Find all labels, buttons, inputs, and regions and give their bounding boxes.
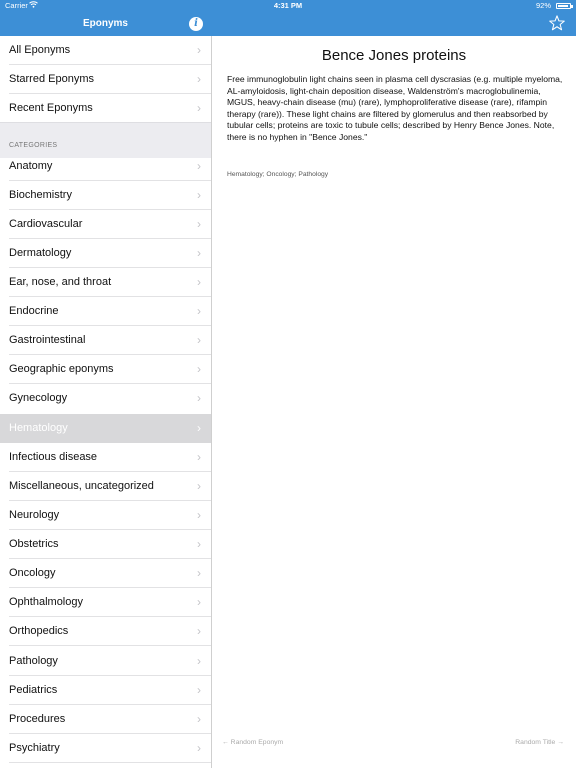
sidebar-item-neurology[interactable] — [0, 501, 211, 530]
chevron-right-icon: › — [197, 654, 201, 668]
sidebar-item-miscellaneous[interactable] — [0, 472, 211, 501]
sidebar-item-cardiovascular[interactable] — [0, 210, 211, 239]
chevron-right-icon: › — [197, 362, 201, 376]
sidebar-item-label: Geographic eponyms — [9, 363, 114, 375]
sidebar-item-label: Infectious disease — [9, 451, 98, 463]
sidebar-item-label: Gastrointestinal — [9, 334, 86, 346]
status-time: 4:31 PM — [273, 1, 303, 10]
eponym-title: Bence Jones proteins — [321, 47, 467, 64]
chevron-right-icon: › — [197, 450, 201, 464]
sidebar-item-label: Starred Eponyms — [9, 73, 94, 85]
sidebar-item-geographic-eponyms[interactable] — [0, 355, 211, 384]
sidebar-item-procedures[interactable] — [0, 705, 211, 734]
chevron-right-icon: › — [197, 159, 201, 173]
chevron-right-icon: › — [197, 537, 201, 551]
info-icon[interactable]: i — [189, 17, 203, 31]
sidebar-item-label: Ophthalmology — [9, 596, 83, 608]
sidebar-item-label: Obstetrics — [9, 538, 59, 550]
sidebar-item-pediatrics[interactable] — [0, 676, 211, 705]
sidebar-item-label: Neurology — [9, 509, 60, 521]
chevron-right-icon: › — [197, 275, 201, 289]
sidebar-item-label: Gynecology — [9, 392, 68, 404]
star-icon[interactable] — [548, 14, 566, 32]
chevron-right-icon: › — [197, 391, 201, 405]
chevron-right-icon: › — [197, 217, 201, 231]
chevron-right-icon: › — [197, 683, 201, 697]
sidebar-item-hematology[interactable] — [0, 414, 211, 443]
chevron-right-icon: › — [197, 246, 201, 260]
chevron-right-icon: › — [197, 624, 201, 638]
battery-percent: 92% — [535, 1, 551, 10]
sidebar-item-starred-eponyms[interactable] — [0, 65, 211, 94]
sidebar-item-label: Hematology — [9, 422, 68, 434]
chevron-right-icon: › — [197, 595, 201, 609]
sidebar-item-gastrointestinal[interactable] — [0, 326, 211, 355]
sidebar-item-label: Psychiatry — [9, 742, 60, 754]
chevron-right-icon: › — [197, 479, 201, 493]
sidebar-item-label: Recent Eponyms — [9, 102, 93, 114]
sidebar-item-recent-eponyms[interactable] — [0, 94, 211, 123]
sidebar-item-label: Oncology — [9, 567, 56, 579]
sidebar-item-dermatology[interactable] — [0, 239, 211, 268]
sidebar-item-gynecology[interactable] — [0, 384, 211, 413]
top-bar — [0, 0, 576, 36]
sidebar-item-label: All Eponyms — [9, 44, 71, 56]
chevron-right-icon: › — [197, 43, 201, 57]
sidebar-item-pathology[interactable] — [0, 647, 211, 676]
chevron-right-icon: › — [197, 508, 201, 522]
sidebar-item-label: Cardiovascular — [9, 218, 83, 230]
status-bar — [0, 0, 576, 12]
sidebar-item-ear-nose-throat[interactable] — [0, 268, 211, 297]
chevron-right-icon: › — [197, 421, 201, 435]
sidebar-item-label: Biochemistry — [9, 189, 72, 201]
sidebar-item-oncology[interactable] — [0, 559, 211, 588]
sidebar-item-endocrine[interactable] — [0, 297, 211, 326]
carrier-label: Carrier — [5, 1, 28, 10]
categories-header: CATEGORIES — [9, 142, 58, 149]
chevron-right-icon: › — [197, 333, 201, 347]
sidebar-item-label: Pediatrics — [9, 684, 58, 696]
sidebar — [0, 36, 211, 768]
random-eponym-button[interactable]: ← Random Eponym — [222, 739, 284, 746]
chevron-right-icon: › — [197, 72, 201, 86]
eponym-description: Free immunoglobulin light chains seen in plasma cell dyscrasias (e.g. multiple myeloma, AL-amyloidosis, light-chain deposition disease, Waldenström's macroglobulinemia, MGUS, heavy-chain disease (mu) (rare), lymphoproliferative disease (rare), rifampin therapy (rare)). These light chains are filtered by glomerulus and then reabsorbed by tubular cells; proteins are toxic to tubule cells; described by Henry Bence Jones. Note, there is no hyphen in "Bence Jones." — [227, 74, 563, 142]
sidebar-item-obstetrics[interactable] — [0, 530, 211, 559]
random-title-button[interactable]: Random Title → — [515, 739, 564, 746]
sidebar-title: Eponyms — [82, 18, 128, 29]
eponym-categories: Hematology; Oncology; Pathology — [227, 171, 329, 178]
battery-icon — [556, 3, 571, 9]
sidebar-item-label: Dermatology — [9, 247, 72, 259]
sidebar-item-biochemistry[interactable] — [0, 181, 211, 210]
sidebar-item-orthopedics[interactable] — [0, 617, 211, 646]
sidebar-item-all-eponyms[interactable] — [0, 36, 211, 65]
chevron-right-icon: › — [197, 566, 201, 580]
sidebar-item-anatomy[interactable] — [0, 152, 211, 181]
sidebar-item-label: Anatomy — [9, 160, 53, 172]
chevron-right-icon: › — [197, 741, 201, 755]
chevron-right-icon: › — [197, 188, 201, 202]
sidebar-item-psychiatry[interactable] — [0, 734, 211, 763]
sidebar-item-label: Miscellaneous, uncategorized — [9, 480, 154, 492]
chevron-right-icon: › — [197, 101, 201, 115]
chevron-right-icon: › — [197, 304, 201, 318]
sidebar-item-label: Procedures — [9, 713, 66, 725]
sidebar-item-label: Orthopedics — [9, 625, 69, 637]
sidebar-item-ophthalmology[interactable] — [0, 588, 211, 617]
detail-pane — [212, 36, 576, 768]
sidebar-item-infectious-disease[interactable] — [0, 443, 211, 472]
sidebar-item-label: Pathology — [9, 655, 58, 667]
sidebar-item-label: Endocrine — [9, 305, 59, 317]
chevron-right-icon: › — [197, 712, 201, 726]
sidebar-item-label: Ear, nose, and throat — [9, 276, 112, 288]
